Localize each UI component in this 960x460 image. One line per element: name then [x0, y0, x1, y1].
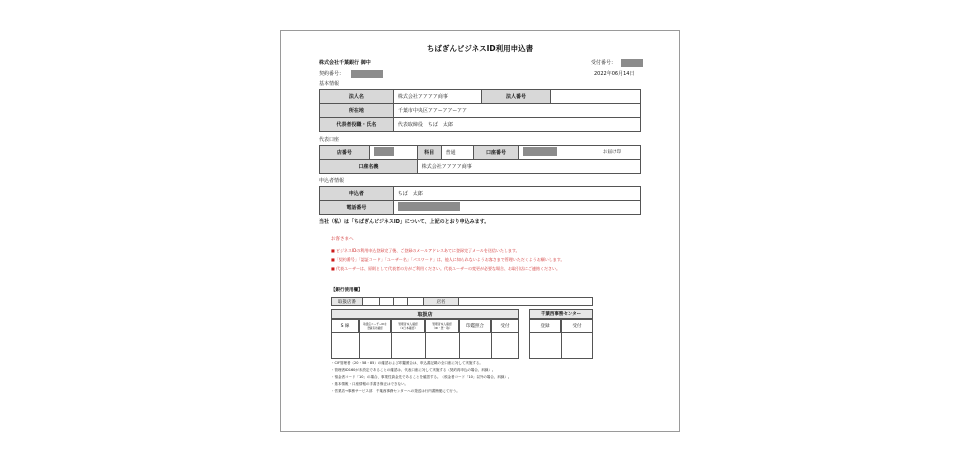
bank-use-top-row	[331, 297, 593, 306]
account-holder-value: 株式会社アアアア商事	[417, 160, 640, 174]
store-number-label: 取扱店番	[331, 297, 363, 306]
address-label: 所在地	[320, 104, 394, 118]
divider	[391, 333, 392, 359]
declaration-text: 当社（私）は「ちばぎんビジネスID」について、上記のとおり申込みます。	[319, 219, 490, 225]
divider	[379, 297, 380, 306]
representative-value: 代表取締役 ちば 太郎	[393, 118, 640, 132]
col-header: 管理者本人確認 （1日本確認）	[391, 319, 425, 333]
addressee: 株式会社千葉銀行 御中	[319, 60, 371, 66]
phone-redacted	[398, 202, 460, 211]
corp-number-label: 法人番号	[481, 90, 551, 104]
account-type-label: 科目	[417, 146, 441, 160]
chiba-center-heading: 千葉西事務センター	[529, 309, 593, 319]
basic-info-heading: 基本情報	[319, 81, 340, 87]
col-header: S 線	[331, 319, 359, 333]
footnote: ・基本情報・口座情報の手書き修正はできない。	[331, 382, 408, 386]
representative-label: 代表者役職・氏名	[320, 118, 394, 132]
account-number-label: 口座番号	[473, 146, 519, 160]
handling-store-heading: 取扱店	[331, 309, 519, 319]
applicant-heading: 申込者情報	[319, 178, 345, 184]
divider	[393, 297, 394, 306]
receipt-number-redacted	[621, 59, 643, 67]
footnote: ・管理者ID160が未設定であることの確認は、代表口座に対して実施する（契約再申込の場合、斜線）。	[331, 368, 496, 372]
col-header: 印鑑照合	[459, 319, 491, 333]
divider	[425, 333, 426, 359]
contract-number-redacted	[351, 70, 383, 78]
notice-line: ■ 代表ユーザーは、原則として代表者の方がご利用ください。代表ユーザーの変更が必要な場合、お取引店にご連絡ください。	[331, 266, 561, 271]
application-form-sheet	[280, 30, 680, 432]
branch-number-redacted	[374, 147, 394, 156]
footnote: ・営業店→事務サービス部 千葉西事務センターへの発送は行内書簡便にて行う。	[331, 389, 460, 393]
notice-line: ■ ビジネスIDの利用申込登録完了後、ご登録のメールアドレスあてに登録完了メールを送信いたします。	[331, 248, 520, 253]
footnote: ・預金者コード「10」の場合、事業性資金先であることを確認する。（預金者コード「10」以外の場合、斜線）。	[331, 375, 512, 379]
phone-value	[393, 201, 640, 215]
account-number-value	[519, 146, 641, 160]
divider	[459, 333, 460, 359]
divider	[491, 333, 492, 359]
registered-seal-label: お届け印	[603, 150, 621, 155]
divider	[359, 333, 360, 359]
col-header: 取扱店ユーザーIDを 登録有効確認	[359, 319, 391, 333]
notice-line: ■「契約番号」「認証コード」「ユーザー名」「パスワード」は、他人に知られないようお客さまで管理いただくようお願いします。	[331, 257, 565, 262]
branch-number-label: 店番号	[320, 146, 370, 160]
receipt-number-label: 受付番号：	[591, 60, 617, 66]
account-heading: 代表口座	[319, 137, 340, 143]
corp-number-value	[551, 90, 641, 104]
application-date: 2022年06月14日	[594, 71, 635, 77]
account-holder-label: 口座名義	[320, 160, 418, 174]
divider	[561, 333, 562, 359]
account-type-value: 普通	[441, 146, 473, 160]
applicant-name-value: ちば 太郎	[393, 187, 640, 201]
store-name-label: 店名	[423, 297, 459, 306]
center-col-header: 登録	[529, 319, 561, 333]
branch-number-value	[369, 146, 417, 160]
bank-use-heading: 【銀行使用欄】	[331, 288, 363, 293]
corp-name-label: 法人名	[320, 90, 394, 104]
applicant-table	[319, 186, 641, 215]
col-header: 受付	[491, 319, 519, 333]
center-col-header: 受付	[561, 319, 593, 333]
account-table	[319, 145, 641, 174]
basic-info-table	[319, 89, 641, 132]
divider	[407, 297, 408, 306]
footnote: ・CIF管理者（20・58・85）の確認および印鑑照合は、申込書記載の全口座に対して実施する。	[331, 361, 483, 365]
address-value: 千葉市中央区アアーアアーアア	[393, 104, 640, 118]
col-header: 管理者本人確認 （ID・登・取）	[425, 319, 459, 333]
phone-label: 電話番号	[320, 201, 394, 215]
notice-heading: お客さまへ	[331, 237, 354, 242]
corp-name-value: 株式会社アアアア商事	[393, 90, 481, 104]
form-title: ちばぎんビジネスID利用申込書	[426, 44, 534, 53]
account-number-redacted	[523, 147, 557, 156]
applicant-name-label: 申込者	[320, 187, 394, 201]
contract-number-label: 契約番号：	[319, 71, 345, 77]
